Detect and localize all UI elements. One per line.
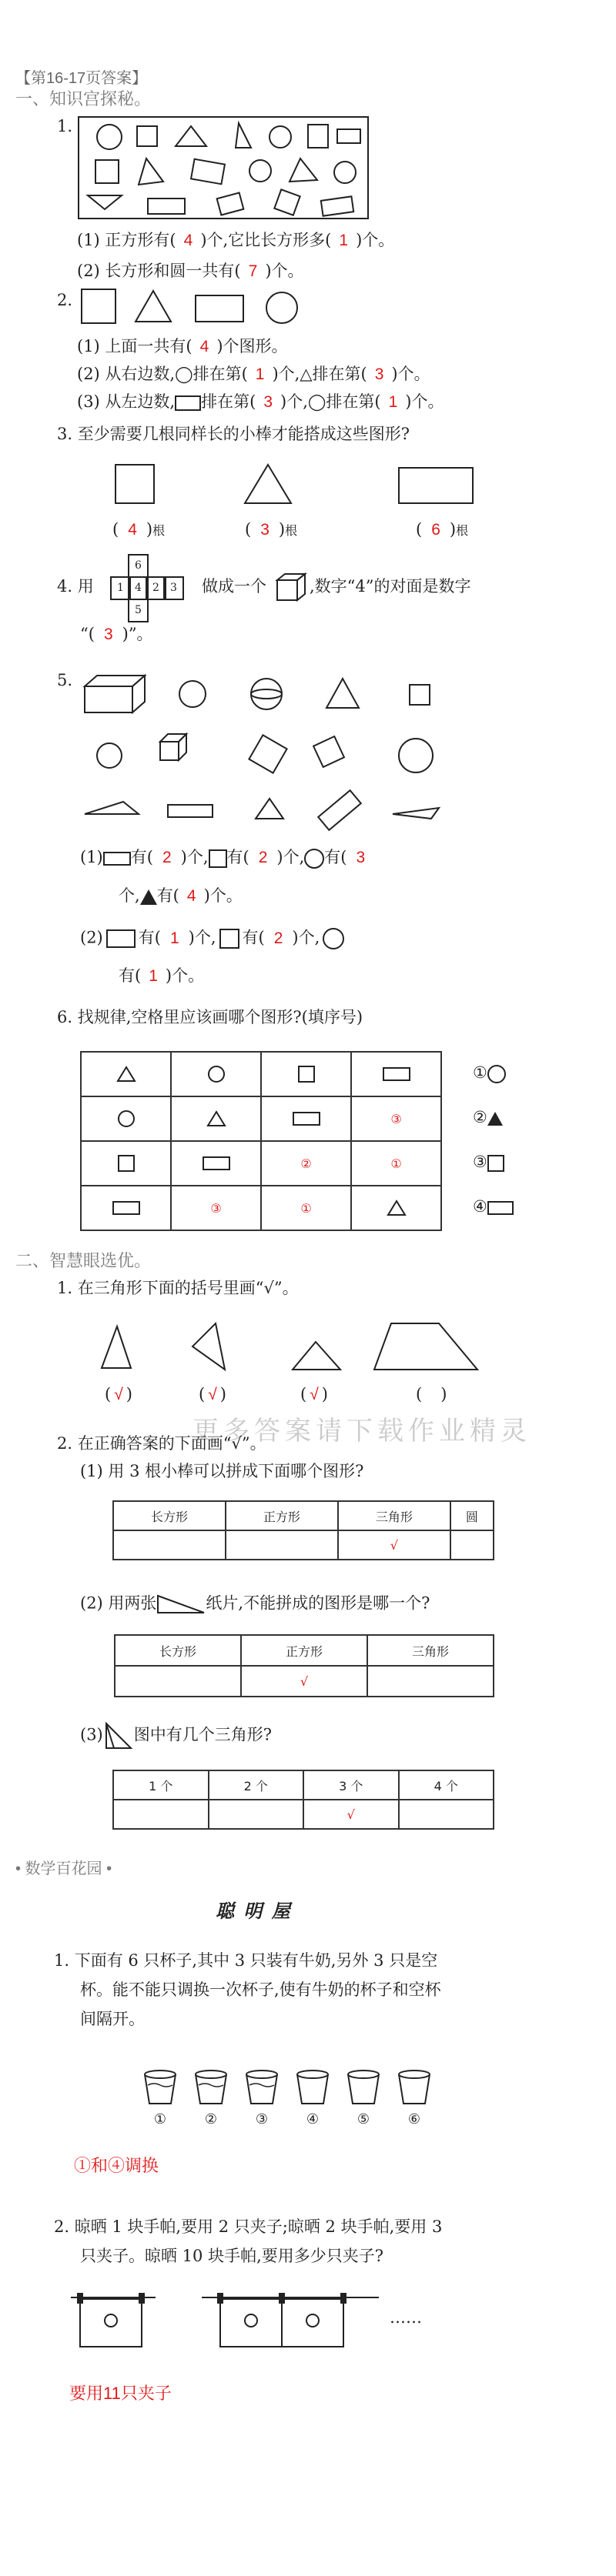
rectangle-icon xyxy=(487,1201,514,1215)
q2-number: 2. xyxy=(57,291,73,309)
thin-triangle xyxy=(85,802,139,814)
paren-open: ( xyxy=(105,1385,112,1403)
circle-icon xyxy=(304,849,324,869)
s2-q2-sub2-post: 纸片,不能拼成的图形是哪一个? xyxy=(206,1593,430,1613)
circle-icon xyxy=(487,1065,506,1083)
table1-header: 正方形 xyxy=(226,1501,338,1530)
q3-answer-triangle: 3 xyxy=(260,521,270,539)
q3-answer2-row: ( 3 )根 xyxy=(245,520,298,539)
paper-triangle-icon xyxy=(156,1593,206,1616)
garden-q1-line2: 杯。能不能只调换一次杯子,使有牛奶的杯子和空杯 xyxy=(80,1980,441,1999)
q5-line3-you: 有( xyxy=(138,928,161,947)
q5-line1 xyxy=(80,848,374,869)
s2-q1-mark-2 xyxy=(199,1385,226,1404)
q1-answer-squares: 4 xyxy=(183,232,193,249)
q3-answer1-row: ( 4 )根 xyxy=(112,520,166,539)
table3-header: 4 个 xyxy=(399,1770,494,1800)
cube-icon xyxy=(274,571,308,603)
paren-open: ( xyxy=(416,1385,423,1403)
q6-legend xyxy=(473,1063,514,1242)
q2-rectangle xyxy=(196,295,243,322)
s2-q1-shapes xyxy=(100,1320,493,1376)
table1-header: 长方形 xyxy=(113,1501,226,1530)
q6-legend-item xyxy=(473,1153,514,1197)
q5-answer-cuboids: 1 xyxy=(169,929,179,947)
q3-rectangle xyxy=(399,468,473,503)
paren-close: ) xyxy=(219,1385,226,1403)
section1-title: 一、知识宫探秘。 xyxy=(15,89,152,108)
empty-cup-icon xyxy=(294,2068,331,2108)
net-face-3: 3 xyxy=(163,576,184,600)
table1-check: √ xyxy=(338,1530,450,1560)
q3-unit-2: 根 xyxy=(285,523,298,538)
q4-line2 xyxy=(80,625,153,644)
rotated-cube xyxy=(313,736,344,767)
s2-table3 xyxy=(112,1770,494,1830)
q5-number: 5. xyxy=(57,671,73,689)
garden-q1-answer: ①和④调换 xyxy=(74,2156,159,2175)
q2-line3-mid1: 排在第( xyxy=(201,392,256,411)
net-face-4: 4 xyxy=(128,576,149,600)
q6-legend-item xyxy=(473,1063,514,1108)
cup-item xyxy=(192,2068,229,2127)
table3-header: 1 个 xyxy=(113,1770,209,1800)
s2-q1-mark-3 xyxy=(300,1385,328,1404)
q6-question: 6. 找规律,空格里应该画哪个图形?(填序号) xyxy=(57,1008,363,1026)
q4-post: ,数字“4”的对面是数字 xyxy=(310,577,471,596)
square-icon xyxy=(209,849,227,868)
square-icon xyxy=(487,1155,504,1172)
milk-cup-icon xyxy=(192,2068,229,2108)
q5-line1-ge: )个, xyxy=(276,848,305,866)
tilted-rectangle xyxy=(318,790,361,830)
q6-option-label: ① xyxy=(473,1063,487,1082)
q5-line4-post: )个。 xyxy=(165,966,205,985)
q3-answer-square: 4 xyxy=(128,521,137,539)
table2-cell xyxy=(115,1666,241,1697)
empty-cup-icon xyxy=(396,2068,433,2108)
q6-cell xyxy=(261,1052,351,1096)
garden-q2-answer: 要用11只夹子 xyxy=(69,2384,172,2403)
q1-line1-post: )个。 xyxy=(356,231,395,249)
q2-line3-mid2: )个,◯排在第( xyxy=(280,392,381,411)
garden-q1-line3: 间隔开。 xyxy=(80,2010,145,2028)
q2-line1-pre: (1) 上面一共有( xyxy=(77,337,192,355)
cup-item xyxy=(345,2068,382,2127)
q2-line3 xyxy=(77,392,444,412)
nested-triangle-icon xyxy=(103,1722,134,1750)
table3-header: 2 个 xyxy=(209,1770,304,1800)
q6-legend-item xyxy=(473,1108,514,1153)
cup-label: ④ xyxy=(306,2111,320,2127)
q4-mid: 做成一个 xyxy=(202,577,266,596)
q6-answer-cell: ② xyxy=(261,1141,351,1186)
q2-answer-triangle-right: 3 xyxy=(374,365,384,383)
q5-line4 xyxy=(119,966,204,986)
q2-line3-pre: (3) 从左边数, xyxy=(77,392,176,411)
s2-q2-sub2 xyxy=(80,1593,430,1616)
paren-open: ( xyxy=(199,1385,206,1403)
page-header: 【第16-17页答案】 xyxy=(15,70,148,87)
q5-line3 xyxy=(80,928,344,949)
s2-q2-sub3-post: 图中有几个三角形? xyxy=(133,1725,273,1744)
rectangle-icon xyxy=(175,395,201,411)
cup-label: ③ xyxy=(255,2111,269,2127)
q3-unit-3: 根 xyxy=(456,523,469,538)
q5-line1-you2: 有( xyxy=(324,848,347,866)
q3-triangle xyxy=(245,465,291,503)
q5-line3-you2: 有( xyxy=(242,928,265,947)
q5-line2 xyxy=(119,886,243,906)
milk-cup-icon xyxy=(243,2068,280,2108)
paren-close: ) xyxy=(126,1385,132,1403)
q2-shapes xyxy=(80,286,303,328)
q5-line1-pre: (1) xyxy=(80,848,103,866)
s2-q2-question: 2. 在正确答案的下面画“√”。 xyxy=(57,1434,266,1453)
q1-line1-pre: (1) 正方形有( xyxy=(77,231,176,249)
q2-line2-mid: )个,△排在第( xyxy=(272,365,367,383)
q6-cell xyxy=(351,1186,441,1230)
q1-line1-mid: )个,它比长方形多( xyxy=(200,231,332,249)
cuboid-icon xyxy=(106,929,136,948)
q2-triangle xyxy=(136,291,171,322)
garden-title: • 数学百花园 • xyxy=(15,1860,112,1877)
table2-header: 长方形 xyxy=(115,1635,241,1666)
q6-cell xyxy=(171,1096,261,1141)
q1-line2 xyxy=(77,262,304,281)
q5-line4-pre: 有( xyxy=(119,966,142,985)
s2-triangle-2 xyxy=(192,1323,225,1370)
cup-label: ② xyxy=(204,2111,218,2127)
net-face-1: 1 xyxy=(110,576,131,600)
q6-option-label: ③ xyxy=(473,1153,487,1171)
q6-cell xyxy=(171,1052,261,1096)
q1-shape-box xyxy=(77,115,370,220)
cup-label: ⑥ xyxy=(407,2111,421,2127)
table2-header: 正方形 xyxy=(241,1635,367,1666)
q5-line3-pre: (2) xyxy=(80,928,103,947)
q5-line2-pre: 个, xyxy=(119,886,140,905)
q6-cell xyxy=(171,1141,261,1186)
s2-triangle-3 xyxy=(293,1342,340,1370)
q1-number: 1. xyxy=(57,117,73,135)
net-face-top: 6 xyxy=(128,554,149,578)
paren-open: ( xyxy=(300,1385,307,1403)
thin-rectangle xyxy=(168,805,213,817)
garden-subtitle: 聪 明 屋 xyxy=(216,1900,292,1922)
cups-row xyxy=(142,2068,434,2137)
s2-q2-sub1: (1) 用 3 根小棒可以拼成下面哪个图形? xyxy=(80,1462,364,1480)
s2-table2 xyxy=(114,1634,494,1697)
q2-square xyxy=(82,289,116,323)
q2-line2 xyxy=(77,365,430,384)
q4-pre: 4. 用 xyxy=(57,577,94,596)
milk-cup-icon xyxy=(142,2068,179,2108)
table2-check: √ xyxy=(241,1666,367,1697)
q6-cell xyxy=(81,1186,171,1230)
q5-answer-rectangles: 2 xyxy=(162,849,172,866)
q3-unit-1: 根 xyxy=(152,523,166,538)
table3-cell xyxy=(113,1800,209,1829)
q5-answer-spheres: 1 xyxy=(149,967,158,985)
s2-trapezoid xyxy=(374,1323,477,1370)
q6-pattern-grid xyxy=(80,1051,442,1231)
garden-q1-line1: 1. 下面有 6 只杯子,其中 3 只装有牛奶,另外 3 只是空 xyxy=(54,1951,438,1970)
q5-answer-triangles: 4 xyxy=(186,887,196,905)
rotated-square xyxy=(249,735,286,772)
q4-line2-pre: “( xyxy=(80,625,95,643)
cup-label: ① xyxy=(153,2111,167,2127)
q3-square xyxy=(116,465,154,503)
triangle-icon xyxy=(140,889,157,905)
table1-cell xyxy=(450,1530,494,1560)
table1-cell xyxy=(226,1530,338,1560)
q5-answer-cubes: 2 xyxy=(273,929,283,947)
q1-answer-more: 1 xyxy=(339,232,349,249)
handkerchief-illustration xyxy=(71,2288,379,2354)
paren-close: ) xyxy=(440,1385,447,1403)
table2-cell xyxy=(367,1666,494,1697)
circle-shape xyxy=(179,681,206,707)
net-face-bottom: 5 xyxy=(128,599,149,622)
table3-cell xyxy=(399,1800,494,1829)
q5-answer-circles: 3 xyxy=(356,849,366,866)
s2-q2-sub3-pre: (3) xyxy=(80,1725,103,1744)
table3-header: 3 个 xyxy=(303,1770,399,1800)
s2-triangle-1 xyxy=(102,1326,131,1368)
triangle-shape xyxy=(326,679,359,708)
garden-q2-line2: 只夹子。晾晒 10 块手帕,要用多少只夹子? xyxy=(80,2247,384,2265)
q6-answer-cell: ③ xyxy=(351,1096,441,1141)
q3-shapes xyxy=(112,462,490,506)
watermark: 更多答案请下载作业精灵 xyxy=(192,1416,531,1446)
cup-item xyxy=(396,2068,433,2127)
q6-legend-item xyxy=(473,1197,514,1242)
s2-q2-sub2-pre: (2) 用两张 xyxy=(80,1593,157,1613)
q2-line1 xyxy=(77,337,288,356)
small-triangle xyxy=(256,799,283,819)
table1-cell xyxy=(113,1530,226,1560)
q1-line2-pre: (2) 长方形和圆一共有( xyxy=(77,262,241,280)
table3-check: √ xyxy=(303,1800,399,1829)
table1-header: 圆 xyxy=(450,1501,494,1530)
rectangle-icon xyxy=(103,852,131,866)
section2-title: 二、智慧眼选优。 xyxy=(15,1251,152,1270)
q4-line2-post: )”。 xyxy=(122,625,153,643)
cup-item xyxy=(243,2068,280,2127)
s2-table1 xyxy=(112,1500,494,1560)
cup-label: ⑤ xyxy=(357,2111,370,2127)
q6-cell xyxy=(81,1096,171,1141)
q6-cell xyxy=(81,1052,171,1096)
q5-solids-and-shapes xyxy=(77,672,477,839)
q5-line1-b: )个, xyxy=(180,848,209,866)
sphere-icon xyxy=(323,928,344,949)
cup-item xyxy=(294,2068,331,2127)
cup-item xyxy=(142,2068,179,2127)
sphere-shape xyxy=(251,679,282,709)
cuboid-shape xyxy=(85,676,145,686)
check-mark: √ xyxy=(310,1386,319,1403)
q1-line1 xyxy=(77,231,394,250)
triangle-icon xyxy=(487,1112,503,1126)
q2-line2-post: )个。 xyxy=(391,365,430,383)
q2-line3-post: )个。 xyxy=(405,392,444,411)
q5-line2-you: 有( xyxy=(156,886,179,905)
q6-answer-cell: ③ xyxy=(171,1186,261,1230)
q4-answer: 3 xyxy=(103,626,113,643)
flat-triangle xyxy=(393,808,439,819)
s2-q1-mark-1 xyxy=(105,1385,132,1404)
q2-answer-circle-right: 1 xyxy=(255,365,265,383)
q1-line2-post: )个。 xyxy=(265,262,304,280)
q3-question: 3. 至少需要几根同样长的小棒才能搭成这些图形? xyxy=(57,425,410,443)
q6-cell xyxy=(81,1141,171,1186)
q2-circle xyxy=(266,292,297,323)
q6-cell xyxy=(351,1052,441,1096)
check-mark: √ xyxy=(114,1386,123,1403)
q5-answer-squares: 2 xyxy=(258,849,268,866)
q6-answer-cell: ① xyxy=(261,1186,351,1230)
garden-q2-line1: 2. 晾晒 1 块手帕,要用 2 只夹子;晾晒 2 块手帕,要用 3 xyxy=(54,2217,443,2236)
paren-close: ) xyxy=(321,1385,328,1403)
s2-q1-question: 1. 在三角形下面的括号里画“√”。 xyxy=(57,1279,299,1297)
q6-cell xyxy=(261,1096,351,1141)
table3-cell xyxy=(209,1800,304,1829)
q1-answer-total: 7 xyxy=(248,262,258,280)
empty-cup-icon xyxy=(345,2068,382,2108)
table2-header: 三角形 xyxy=(367,1635,494,1666)
q2-line2-pre: (2) 从右边数,◯排在第( xyxy=(77,365,248,383)
q5-line3-ge2: )个, xyxy=(292,928,320,947)
q3-answer3-row: ( 6 )根 xyxy=(416,520,469,539)
q6-option-label: ② xyxy=(473,1108,487,1126)
check-mark: √ xyxy=(208,1386,217,1403)
q6-option-label: ④ xyxy=(473,1197,487,1216)
q6-answer-cell: ① xyxy=(351,1141,441,1186)
table1-header: 三角形 xyxy=(338,1501,450,1530)
cube-icon-small xyxy=(219,929,239,949)
q2-answer-count: 4 xyxy=(199,338,209,355)
large-circle xyxy=(399,739,433,772)
net-face-2: 2 xyxy=(146,576,166,600)
q2-line1-post: )个图形。 xyxy=(216,337,288,355)
s2-q2-sub3 xyxy=(80,1722,272,1750)
circle-shape-2 xyxy=(97,743,122,768)
q3-answer-rectangle: 6 xyxy=(431,521,440,539)
q5-line3-ge: )个, xyxy=(188,928,216,947)
square-shape xyxy=(410,685,430,705)
ellipsis: …… xyxy=(390,2308,422,2327)
q5-line1-a: 有( xyxy=(130,848,153,866)
q5-line2-post: )个。 xyxy=(203,886,243,905)
q2-answer-circle-left: 1 xyxy=(388,393,398,411)
s2-q1-mark-4 xyxy=(416,1385,447,1404)
q2-answer-rect-left: 3 xyxy=(263,393,273,411)
q5-line1-you: 有( xyxy=(226,848,249,866)
